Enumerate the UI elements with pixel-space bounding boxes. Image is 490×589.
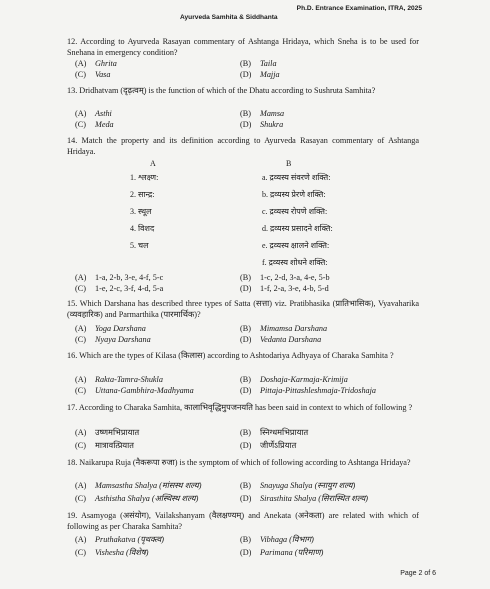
page-number: Page 2 of 6 — [400, 570, 436, 577]
match-left-1: 1. श्लक्ष्ण: — [130, 173, 159, 182]
option-c-text: मात्रावत्प्रियात — [95, 441, 134, 450]
option-c-text: Meda — [95, 120, 114, 129]
question-14: 14. Match the property and its definition according to Ayurveda Rasayan commentary of Ashtanga Hridaya. — [67, 136, 419, 156]
match-right-c: c. द्रव्यस्य रोपणे शक्ति: — [262, 207, 328, 216]
option-b-text: Taila — [260, 59, 277, 68]
option-a-label: (A) — [75, 535, 87, 544]
option-a-label: (A) — [75, 109, 87, 118]
question-14-options — [75, 273, 415, 297]
option-c-text: Vasa — [95, 70, 111, 79]
option-d-label: (D) — [240, 494, 252, 503]
option-c-label: (C) — [75, 120, 86, 129]
option-c-label: (C) — [75, 386, 86, 395]
option-c-label: (C) — [75, 335, 86, 344]
match-left-3: 3. स्थूल — [130, 207, 152, 216]
option-b-text: Mimamsa Darshana — [260, 324, 328, 333]
option-b-label: (B) — [240, 273, 251, 282]
option-d-label: (D) — [240, 335, 252, 344]
option-b-text: Vibhaga (विभाग) — [260, 535, 314, 544]
option-b-label: (B) — [240, 59, 251, 68]
question-19: 19. Asamyoga (असंयोग), Vailakshanyam (वैलक्षण्यम्) and Anekata (अनेकता) are related with which of following as per Charaka Samhita? — [67, 511, 419, 531]
option-c-label: (C) — [75, 494, 86, 503]
option-c-text: Asthistha Shalya (अस्थिस्थ शल्य) — [95, 494, 199, 503]
question-12: 12. According to Ayurveda Rasayan commentary of Ashtanga Hridaya, which Sneha is to be used for Snehana in emergency condition? — [67, 37, 419, 57]
option-b-label: (B) — [240, 428, 251, 437]
option-a-label: (A) — [75, 428, 87, 437]
option-a-text: 1-a, 2-b, 3-e, 4-f, 5-c — [95, 273, 164, 282]
option-a-label: (A) — [75, 481, 87, 490]
option-b-label: (B) — [240, 109, 251, 118]
question-16: 16. Which are the types of Kilasa (किलास) according to Ashtodariya Adhyaya of Charaka Samhita ? — [67, 351, 394, 360]
option-b-text: 1-c, 2-d, 3-a, 4-e, 5-b — [260, 273, 330, 282]
option-b-text: स्निग्धमभिप्रायात — [260, 428, 309, 437]
question-17-options — [75, 428, 415, 452]
option-d-text: Pittaja-Pittashleshmaja-Tridoshaja — [260, 386, 376, 395]
option-b-label: (B) — [240, 535, 251, 544]
question-18: 18. Naikarupa Ruja (नैकरूपा रुजा) is the symptom of which of following according to Ashtanga Hridaya? — [67, 458, 411, 467]
option-d-text: Sirasthita Shalya (सिरास्थित शल्य) — [260, 494, 368, 503]
option-c-label: (C) — [75, 441, 86, 450]
option-d-text: Majja — [260, 70, 280, 79]
column-b-heading: B — [286, 159, 292, 168]
option-a-label: (A) — [75, 324, 87, 333]
exam-title: Ph.D. Entrance Examination, ITRA, 2025 — [296, 5, 422, 12]
option-c-label: (C) — [75, 548, 86, 557]
option-a-label: (A) — [75, 59, 87, 68]
match-right-a: a. द्रव्यस्य संवरणे शक्ति: — [262, 173, 331, 182]
option-a-label: (A) — [75, 375, 87, 384]
option-a-text: उष्णमभिप्रायात — [95, 428, 140, 437]
option-a-text: Mamsastha Shalya (मांसस्थ शल्य) — [95, 481, 202, 490]
match-left-2: 2. सान्द्र: — [130, 190, 155, 199]
column-a-heading: A — [150, 159, 156, 168]
option-d-label: (D) — [240, 386, 252, 395]
option-d-text: Parimana (परिमाण) — [260, 548, 324, 557]
option-c-label: (C) — [75, 284, 86, 293]
option-d-text: Vedanta Darshana — [260, 335, 322, 344]
option-a-text: Asthi — [95, 109, 112, 118]
match-left-5: 5. चल — [130, 241, 149, 250]
match-right-e: e. द्रव्यस्य क्षालने शक्ति: — [262, 241, 330, 250]
option-b-label: (B) — [240, 481, 251, 490]
option-a-label: (A) — [75, 273, 87, 282]
option-a-text: Yoga Darshana — [95, 324, 146, 333]
question-19-options — [75, 535, 415, 561]
option-d-text: 1-f, 2-a, 3-e, 4-b, 5-d — [260, 284, 329, 293]
question-13-options — [75, 109, 415, 133]
option-d-text: Shukra — [260, 120, 284, 129]
option-d-label: (D) — [240, 548, 252, 557]
option-c-text: Nyaya Darshana — [95, 335, 151, 344]
match-left-4: 4. विशद — [130, 224, 155, 233]
question-16-options — [75, 375, 415, 399]
option-c-text: Vishesha (विशेष) — [95, 548, 149, 557]
option-b-label: (B) — [240, 375, 251, 384]
option-b-label: (B) — [240, 324, 251, 333]
option-a-text: Pruthakatva (पृथक्त्व) — [95, 535, 164, 544]
question-15: 15. Which Darshana has described three types of Satta (सत्ता) viz. Pratibhasika (प्रातिभासिक), Vyavaharika (व्यवहारिक) and Parmarthika (पारमार्थिक)? — [67, 299, 419, 319]
option-c-label: (C) — [75, 70, 86, 79]
match-right-b: b. द्रव्यस्य प्रेरणे शक्ति: — [262, 190, 326, 199]
question-17: 17. According to Charaka Samhita, कालाभिवृद्धिमुपजनयति has been said in context to which of following ? — [67, 403, 413, 412]
option-b-text: Doshaja-Karmaja-Krimija — [260, 375, 348, 384]
question-12-options — [75, 59, 415, 83]
option-d-label: (D) — [240, 120, 252, 129]
match-right-f: f. द्रव्यस्य शोधने शक्ति: — [262, 258, 328, 267]
question-13: 13. Dridhatvam (दृढ़त्वम्) is the function of which of the Dhatu according to Sushruta Samhita? — [67, 86, 376, 95]
option-a-text: Ghrita — [95, 59, 117, 68]
option-c-text: 1-e, 2-c, 3-f, 4-d, 5-a — [95, 284, 164, 293]
option-a-text: Rakta-Tamra-Shukla — [95, 375, 163, 384]
question-15-options — [75, 324, 415, 348]
option-c-text: Uttana-Gambhira-Madhyama — [95, 386, 194, 395]
subject-title: Ayurveda Samhita & Siddhanta — [180, 14, 278, 21]
option-d-text: जीर्णेऽप्रियात — [260, 441, 297, 450]
question-18-options — [75, 481, 415, 507]
match-right-d: d. द्रव्यस्य प्रसादने शक्ति: — [262, 224, 333, 233]
option-b-text: Snayuga Shalya (स्नायुग शल्य) — [260, 481, 356, 490]
option-d-label: (D) — [240, 284, 252, 293]
option-b-text: Mamsa — [260, 109, 285, 118]
option-d-label: (D) — [240, 70, 252, 79]
option-d-label: (D) — [240, 441, 252, 450]
